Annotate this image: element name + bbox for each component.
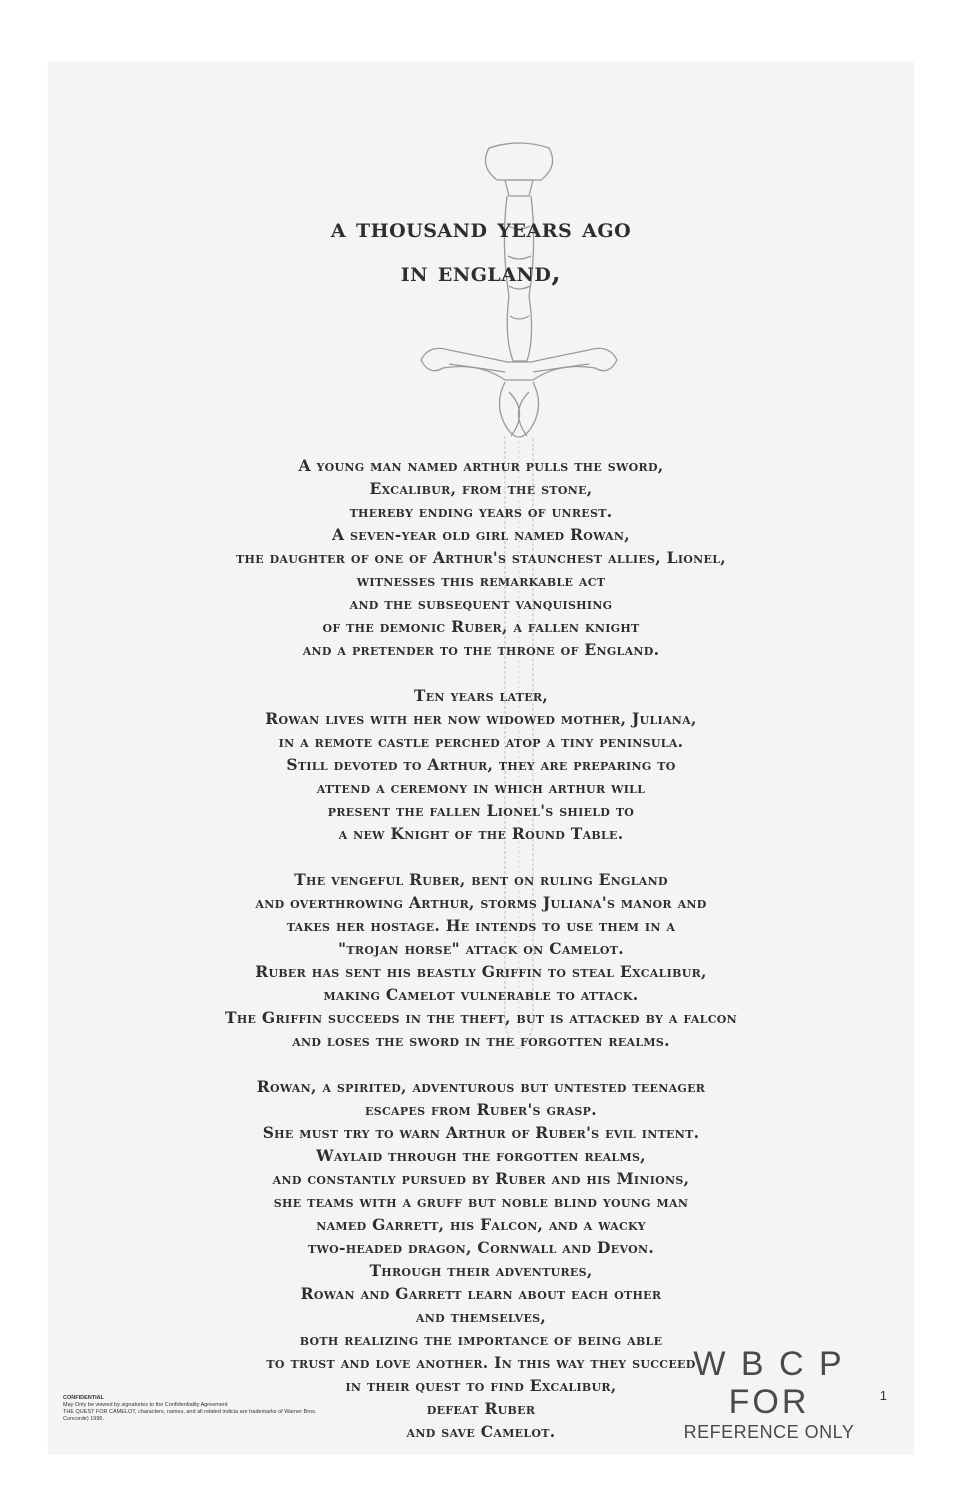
story-line: Rowan lives with her now widowed mother, Juliana, <box>265 709 697 728</box>
story-line: in a remote castle perched atop a tiny peninsula. <box>278 732 684 751</box>
story-line: Rowan, a spirited, adventurous but untested teenager <box>256 1077 706 1096</box>
paragraph-gap <box>49 661 913 684</box>
story-line: the daughter of one of Arthur's staunchest allies, Lionel, <box>236 548 726 567</box>
story-line: takes her hostage. He intends to use them in a <box>286 916 676 935</box>
story-line: The vengeful Ruber, bent on ruling England <box>294 870 668 889</box>
document-title <box>49 207 913 295</box>
story-line: of the demonic Ruber, a fallen knight <box>322 617 640 636</box>
story-line: A young man named arthur pulls the sword, <box>298 456 664 475</box>
story-line: and a pretender to the throne of England. <box>302 640 660 659</box>
story-line: named Garrett, his Falcon, and a wacky <box>316 1215 646 1234</box>
story-line: and save Camelot. <box>406 1422 556 1441</box>
story-line: and loses the sword in the forgotten realms. <box>292 1031 670 1050</box>
story-line: present the fallen Lionel's shield to <box>327 801 635 820</box>
story-line: in their quest to find Excalibur, <box>345 1376 617 1395</box>
story-line: thereby ending years of unrest. <box>349 502 613 521</box>
story-line: She must try to warn Arthur of Ruber's evil intent. <box>262 1123 700 1142</box>
reference-stamp <box>654 1345 884 1443</box>
story-line: witnesses this remarkable act <box>356 571 606 590</box>
page-number: 1 <box>879 1388 887 1403</box>
footer-line: Concorde) 1996. <box>63 1416 104 1422</box>
story-line: defeat Ruber <box>426 1399 536 1418</box>
paragraph-gap <box>49 845 913 868</box>
story-line: escapes from Ruber's grasp. <box>365 1100 597 1119</box>
confidential-notice <box>63 1395 483 1423</box>
story-line: The Griffin succeeds in the theft, but is attacked by a falcon <box>225 1008 737 1027</box>
footer-line: May Only be viewed by signatories to the Confidentiality Agreement <box>63 1402 228 1408</box>
story-line: and constantly pursued by Ruber and his Minions, <box>272 1169 690 1188</box>
story-line: attend a ceremony in which arthur will <box>316 778 646 797</box>
title-line: in england, <box>400 257 562 288</box>
story-line: making Camelot vulnerable to attack. <box>323 985 639 1004</box>
story-text <box>49 454 913 1443</box>
story-line: Waylaid through the forgotten realms, <box>316 1146 646 1165</box>
document-page <box>49 62 913 1454</box>
story-line: Ten years later, <box>413 686 549 705</box>
story-line: Rowan and Garrett learn about each other <box>300 1284 662 1303</box>
paragraph-gap <box>49 1052 913 1075</box>
story-line: Ruber has sent his beastly Griffin to steal Excalibur, <box>255 962 707 981</box>
stamp-line-1: W B C P FOR <box>693 1345 845 1421</box>
story-line: and themselves, <box>415 1307 547 1326</box>
story-line: A seven-year old girl named Rowan, <box>332 525 630 544</box>
stamp-line-2: REFERENCE ONLY <box>683 1422 855 1442</box>
story-line: a new Knight of the Round Table. <box>338 824 624 843</box>
story-line: "trojan horse" attack on Camelot. <box>338 939 624 958</box>
story-line: Through their adventures, <box>369 1261 593 1280</box>
story-line: to trust and love another. In this way they succeed <box>266 1353 696 1372</box>
footer-label: CONFIDENTIAL <box>63 1395 104 1401</box>
story-line: two-headed dragon, Cornwall and Devon. <box>307 1238 655 1257</box>
title-line: a thousand years ago <box>330 213 632 244</box>
story-line: Still devoted to Arthur, they are preparing to <box>286 755 676 774</box>
story-line: and overthrowing Arthur, storms Juliana's manor and <box>255 893 707 912</box>
story-line: Excalibur, from the stone, <box>369 479 593 498</box>
footer-line: THE QUEST FOR CAMELOT, characters, names, and all related indicia are trademarks of Warner Bros. <box>63 1409 317 1415</box>
story-line: she teams with a gruff but noble blind young man <box>273 1192 689 1211</box>
story-line: both realizing the importance of being able <box>299 1330 663 1349</box>
story-line: and the subsequent vanquishing <box>349 594 613 613</box>
